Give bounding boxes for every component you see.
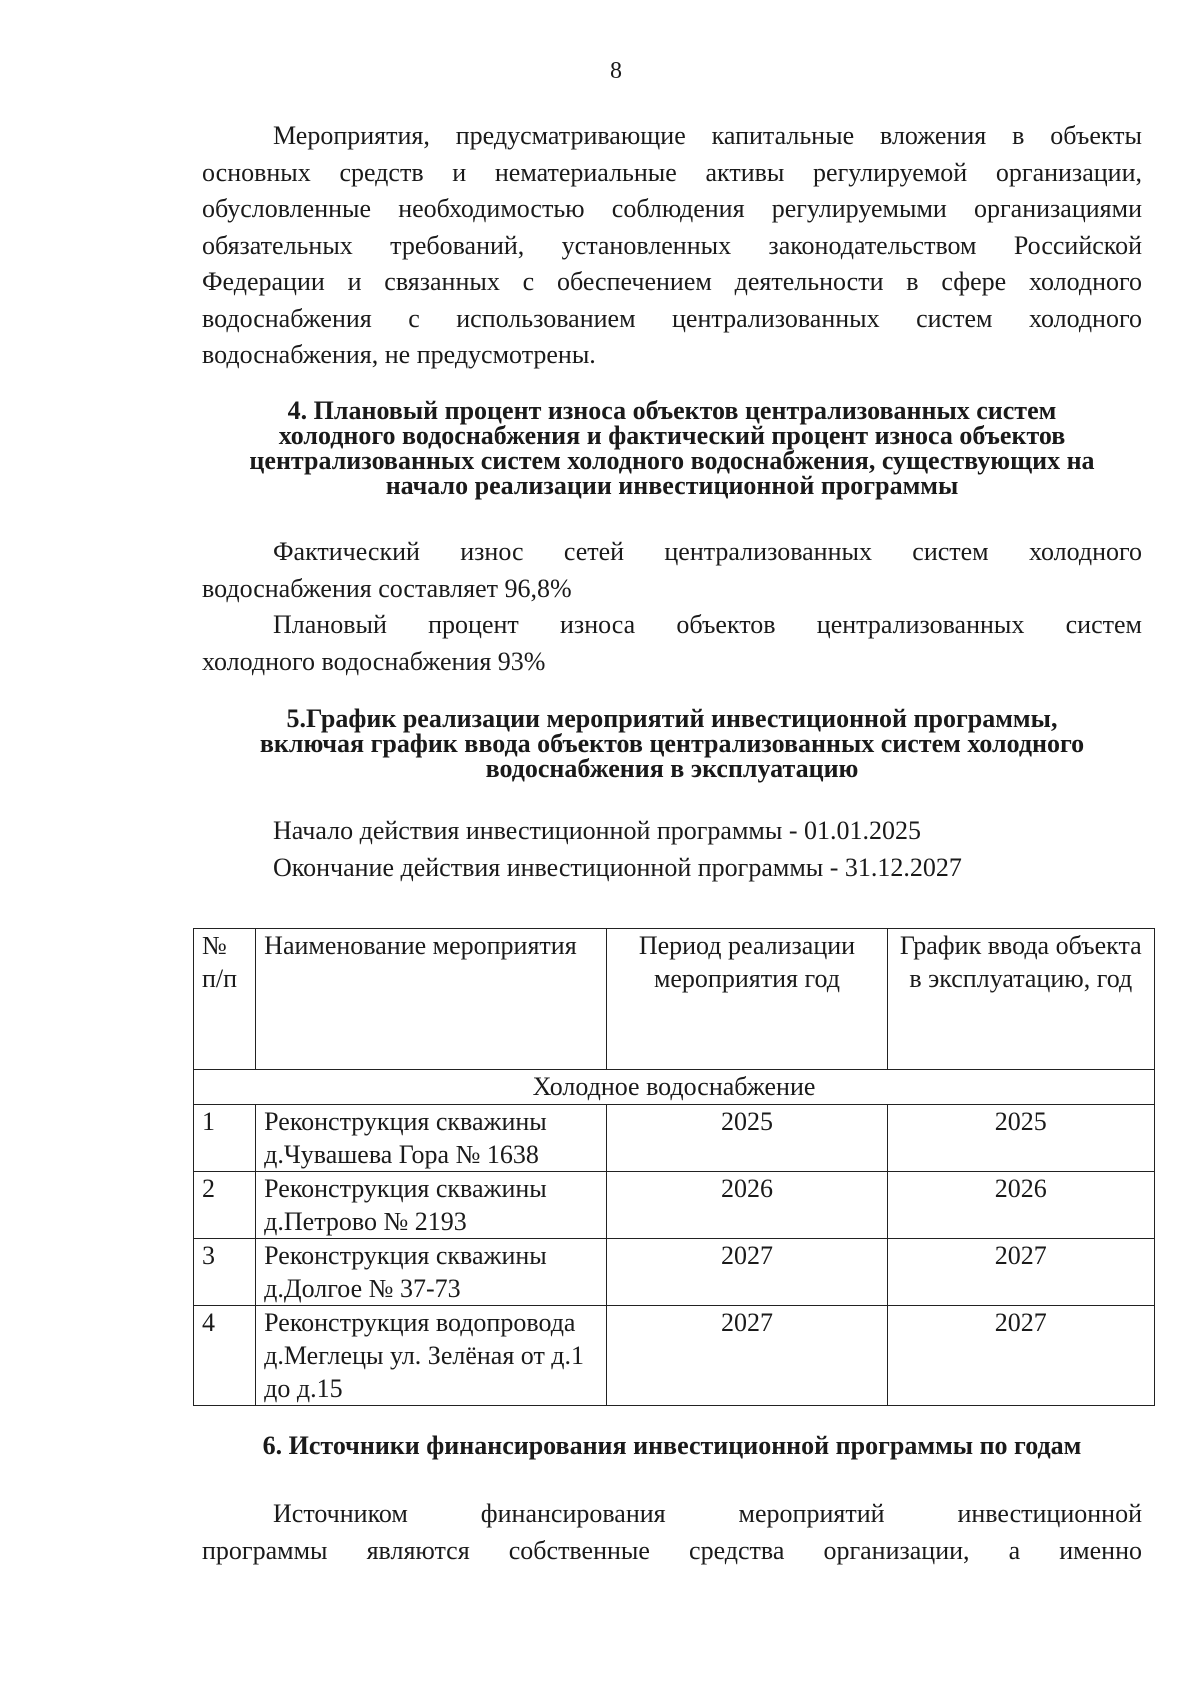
section5-heading — [202, 706, 1142, 781]
row-num: 3 — [194, 1239, 256, 1306]
row-name: Реконструкция скважины д.Чувашева Гора № 1638 — [256, 1105, 607, 1172]
section4-heading-line: начало реализации инвестиционной программы — [385, 471, 959, 500]
program-end-date: Окончание действия инвестиционной программы - 31.12.2027 — [273, 853, 962, 882]
planned-wear-line1: Плановый процент износа объектов централизованных систем — [273, 610, 1142, 639]
row-period: 2027 — [607, 1306, 887, 1406]
row-num: 4 — [194, 1306, 256, 1406]
table-header-row — [194, 929, 1155, 1070]
implementation-schedule-table — [193, 928, 1155, 1406]
row-schedule: 2027 — [887, 1306, 1154, 1406]
page-number: 8 — [610, 58, 622, 84]
section5-heading-line: водоснабжения в эксплуатацию — [485, 754, 859, 783]
program-start-date: Начало действия инвестиционной программы - 01.01.2025 — [273, 816, 922, 845]
planned-wear-line2: холодного водоснабжения 93% — [202, 647, 546, 676]
row-name: Реконструкция водопровода д.Меглецы ул. Зелёная от д.1 до д.15 — [256, 1306, 607, 1406]
table-row — [194, 1239, 1155, 1306]
table-row — [194, 1105, 1155, 1172]
section4-heading-line: централизованных систем холодного водоснабжения, существующих на — [249, 446, 1095, 475]
intro-paragraph: Мероприятия, предусматривающие капитальные вложения в объекты основных средств и нематериальные активы регулируемой организации, обусловленные необходимостью соблюдения регулируемыми организациями обязательных требований, установленных законодательством Российской Федерации и связанных с обеспечением деятельности в сфере холодного водоснабжения с использованием централизованных систем холодного водоснабжения, не предусмотрены. — [202, 121, 1142, 369]
header-name: Наименование мероприятия — [256, 929, 607, 1070]
row-num: 2 — [194, 1172, 256, 1239]
financing-line1: Источником финансирования мероприятий инвестиционной — [273, 1499, 1142, 1528]
actual-wear-line2: водоснабжения составляет 96,8% — [202, 574, 572, 603]
table-row — [194, 1172, 1155, 1239]
row-schedule: 2025 — [887, 1105, 1154, 1172]
section4-heading — [202, 398, 1142, 498]
section5-heading-line: включая график ввода объектов централизованных систем холодного — [259, 729, 1085, 758]
header-period: Период реализации мероприятия год — [607, 929, 887, 1070]
section-label-cell: Холодное водоснабжение — [194, 1070, 1155, 1105]
row-period: 2026 — [607, 1172, 887, 1239]
header-schedule: График ввода объекта в эксплуатацию, год — [887, 929, 1154, 1070]
row-schedule: 2026 — [887, 1172, 1154, 1239]
financing-line2: программы являются собственные средства организации, а именно — [202, 1536, 1142, 1565]
table-row — [194, 1306, 1155, 1406]
section4-heading-line: холодного водоснабжения и фактический процент износа объектов — [278, 421, 1066, 450]
row-period: 2027 — [607, 1239, 887, 1306]
row-name: Реконструкция скважины д.Долгое № 37-73 — [256, 1239, 607, 1306]
row-schedule: 2027 — [887, 1239, 1154, 1306]
section4-heading-line: 4. Плановый процент износа объектов централизованных систем — [287, 396, 1057, 425]
row-period: 2025 — [607, 1105, 887, 1172]
section6-heading-line: 6. Источники финансирования инвестиционной программы по годам — [262, 1431, 1082, 1460]
table-section-row — [194, 1070, 1155, 1105]
section5-heading-line: 5.График реализации мероприятий инвестиционной программы, — [286, 704, 1058, 733]
row-name: Реконструкция скважины д.Петрово № 2193 — [256, 1172, 607, 1239]
section6-heading — [202, 1433, 1142, 1458]
header-num: № п/п — [194, 929, 256, 1070]
row-num: 1 — [194, 1105, 256, 1172]
actual-wear-line1: Фактический износ сетей централизованных систем холодного — [273, 537, 1142, 566]
